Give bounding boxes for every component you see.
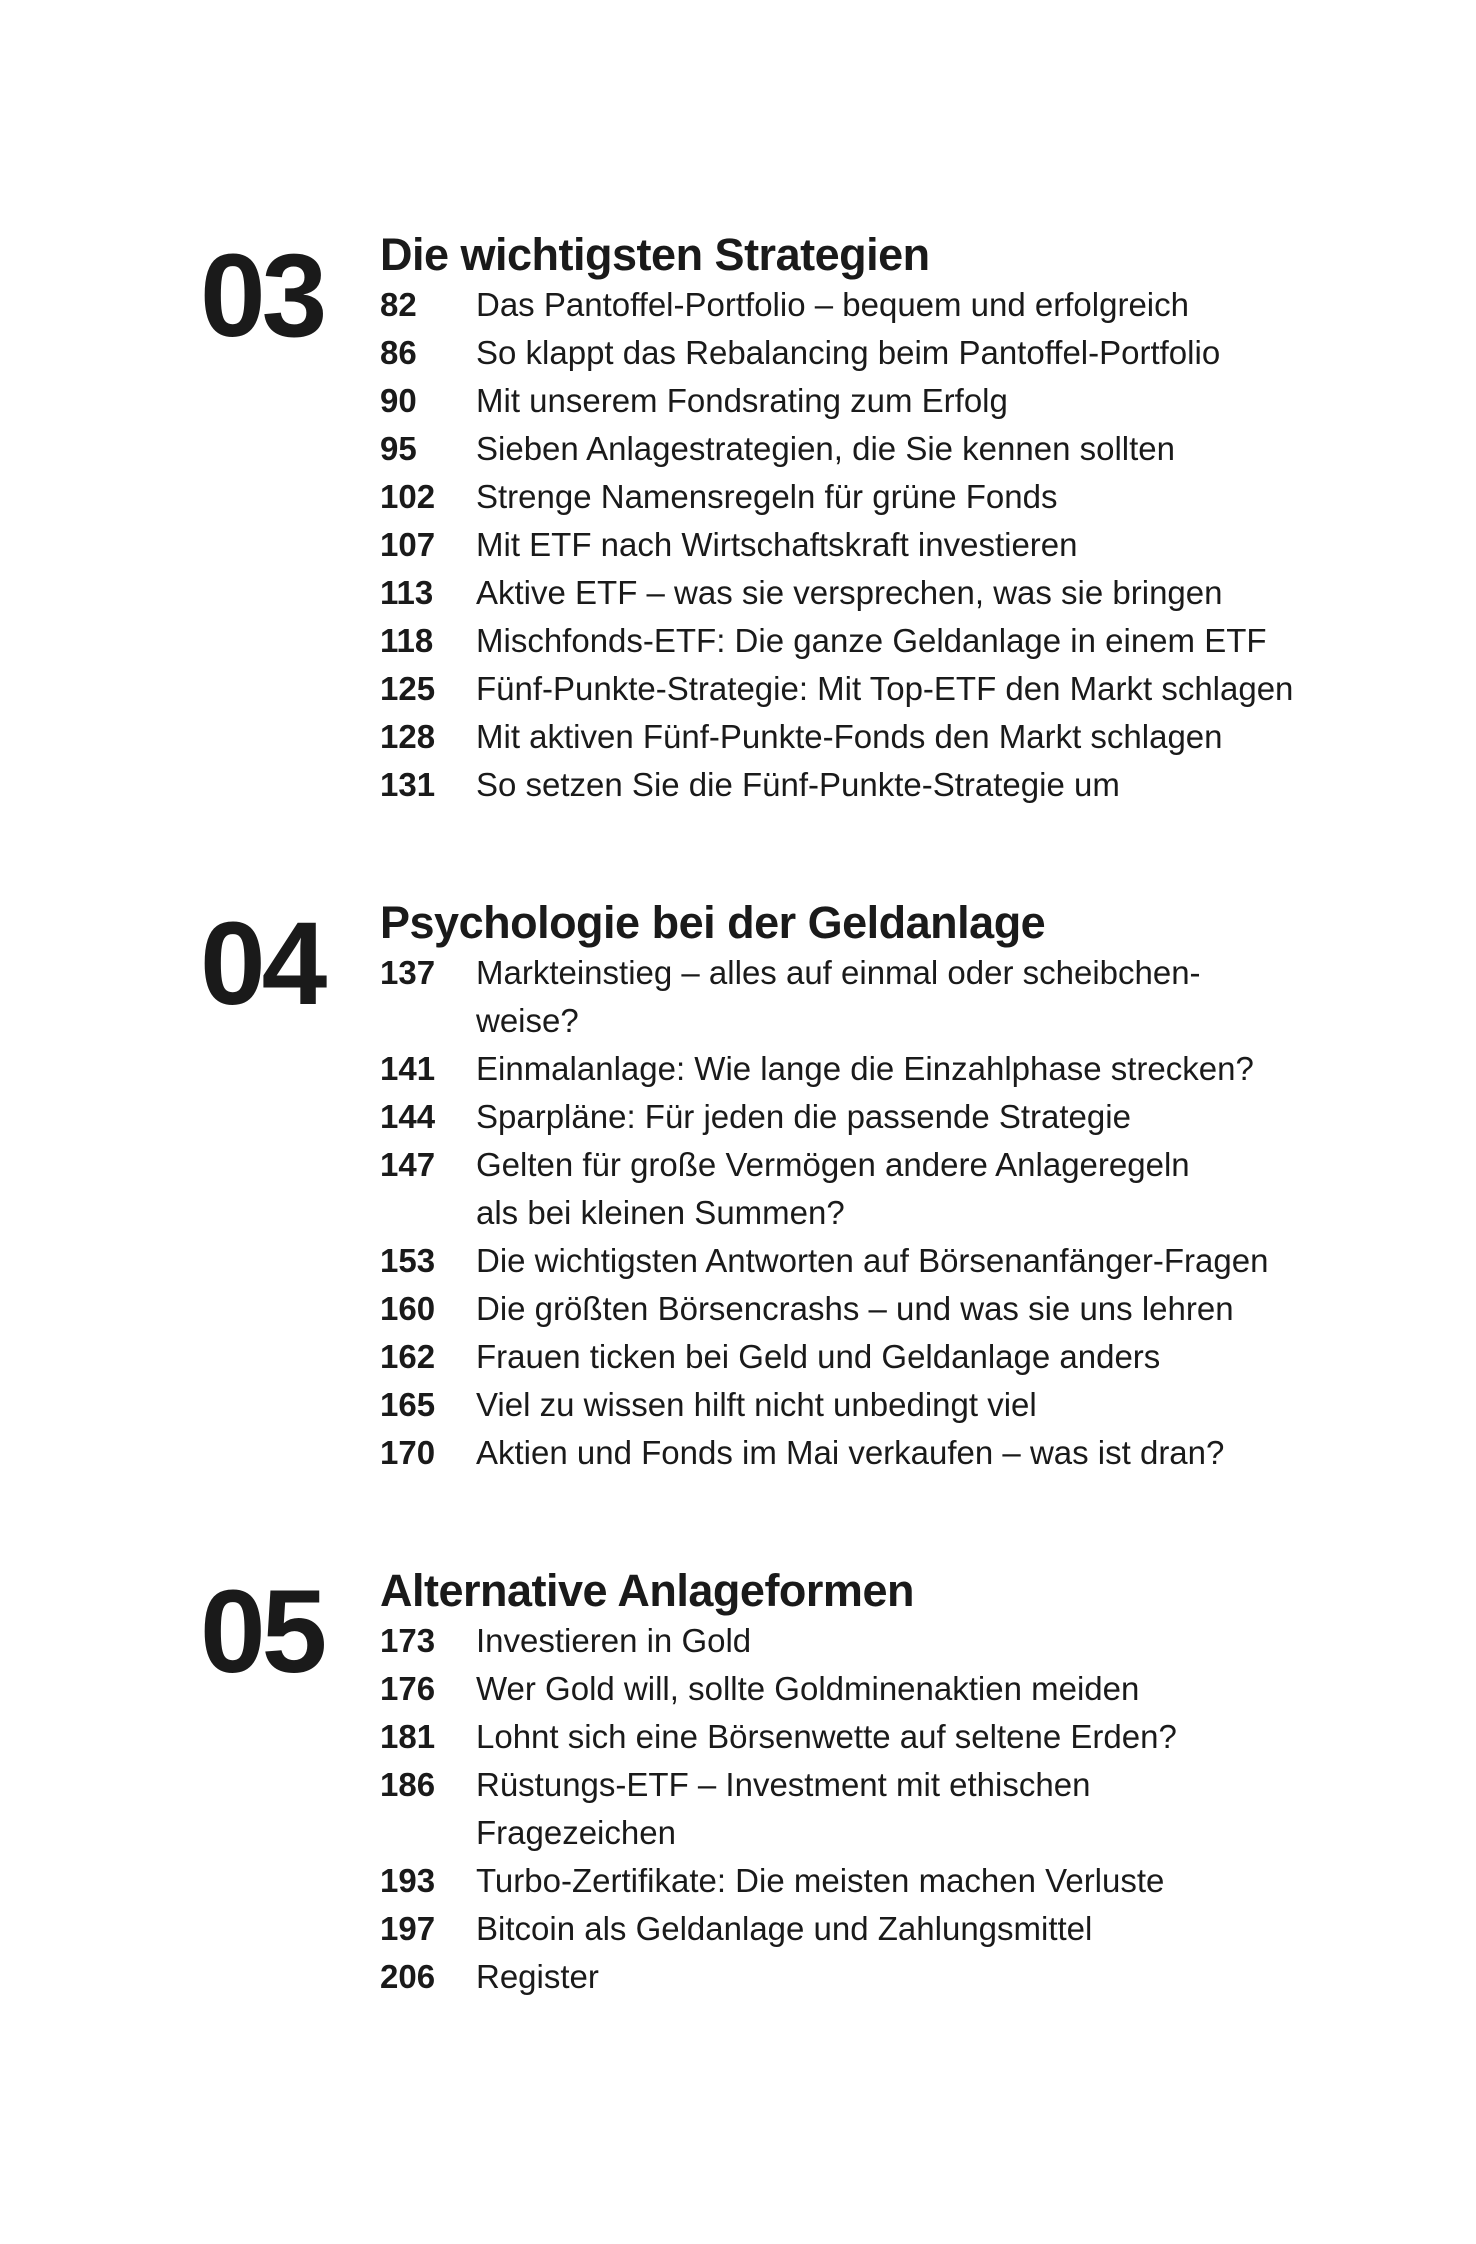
toc-entry-title [476, 1045, 1340, 1093]
toc-entry-title [476, 1905, 1340, 1953]
toc-entry-title [476, 1665, 1340, 1713]
toc-entry-page-number: 206 [380, 1958, 436, 1995]
toc-entry-page-number: 113 [380, 574, 434, 611]
toc-entry-title [476, 281, 1340, 329]
chapter-number: 04 [200, 898, 324, 1030]
toc-entry [380, 425, 1340, 473]
toc-entry-title-line: Sparpläne: Für jeden die passende Strategie [476, 1098, 1131, 1135]
toc-entry [380, 1141, 1340, 1237]
toc-entry-title [476, 569, 1340, 617]
toc-entry-title [476, 617, 1340, 665]
toc-entry-title [476, 1713, 1340, 1761]
toc-entry-title-line: Gelten für große Vermögen andere Anlageregeln [476, 1146, 1190, 1183]
toc-entry-page-number: 102 [380, 478, 436, 515]
toc-entry-page-number: 186 [380, 1766, 436, 1803]
chapter-title: Die wichtigsten Strategien [380, 229, 930, 280]
toc-entry [380, 1713, 1340, 1761]
toc-entry [380, 473, 1340, 521]
toc-entry-title-line: Aktive ETF – was sie versprechen, was sie bringen [476, 574, 1223, 611]
toc-entry [380, 1857, 1340, 1905]
toc-entry [380, 521, 1340, 569]
toc-entry-title [476, 1857, 1340, 1905]
toc-entry-title [476, 1093, 1340, 1141]
toc-entry-title-line: Aktien und Fonds im Mai verkaufen – was ist dran? [476, 1434, 1225, 1471]
toc-entry-title-line: Register [476, 1958, 599, 1995]
toc-entry-page-number: 118 [380, 622, 434, 659]
toc-entry-title [476, 1141, 1340, 1237]
toc-entry-page-number: 165 [380, 1386, 436, 1423]
toc-entry-page-number: 197 [380, 1910, 436, 1947]
toc-entry-page-number: 144 [380, 1098, 436, 1135]
toc-entry-title [476, 1237, 1340, 1285]
toc-entry-title-line: So setzen Sie die Fünf-Punkte-Strategie um [476, 766, 1120, 803]
toc-entry-title-line: So klappt das Rebalancing beim Pantoffel-Portfolio [476, 334, 1221, 371]
toc-entry-page-number: 95 [380, 430, 417, 467]
toc-entry [380, 713, 1340, 761]
toc-entry-page-number: 90 [380, 382, 417, 419]
toc-entry [380, 617, 1340, 665]
toc-entry [380, 1285, 1340, 1333]
toc-entry-page-number: 131 [380, 766, 436, 803]
toc-entry-title-line: Wer Gold will, sollte Goldminenaktien meiden [476, 1670, 1140, 1707]
toc-entry-page-number: 170 [380, 1434, 436, 1471]
toc-entry-title-line: Die wichtigsten Antworten auf Börsenanfänger-Fragen [476, 1242, 1269, 1279]
toc-entry-title [476, 713, 1340, 761]
toc-entry-title-line: Lohnt sich eine Börsenwette auf seltene Erden? [476, 1718, 1177, 1755]
toc-entry-title [476, 949, 1340, 1045]
chapter-number: 05 [200, 1566, 324, 1698]
toc-entry-page-number: 86 [380, 334, 417, 371]
toc-entry-title [476, 1617, 1340, 1665]
toc-entry-title [476, 329, 1340, 377]
toc-entry-page-number: 173 [380, 1622, 436, 1659]
toc-entry-title-line: Rüstungs-ETF – Investment mit ethischen [476, 1766, 1091, 1803]
toc-entry-title [476, 1953, 1340, 2001]
toc-entry-title-line: Strenge Namensregeln für grüne Fonds [476, 478, 1058, 515]
toc-entry-title-line: weise? [476, 1002, 579, 1039]
toc-entry-page-number: 181 [380, 1718, 436, 1755]
toc-entry [380, 569, 1340, 617]
chapter-title: Psychologie bei der Geldanlage [380, 897, 1046, 948]
toc-entry-title-line: Investieren in Gold [476, 1622, 752, 1659]
toc-entry-page-number: 162 [380, 1338, 436, 1375]
toc-entry-title [476, 521, 1340, 569]
toc-entry-title-line: Mit unserem Fondsrating zum Erfolg [476, 382, 1008, 419]
toc-entry-title [476, 1761, 1340, 1857]
toc-entry-title-line: Markteinstieg – alles auf einmal oder scheibchen- [476, 954, 1201, 991]
toc-entry [380, 281, 1340, 329]
toc-entry [380, 1333, 1340, 1381]
toc-entry [380, 949, 1340, 1045]
chapter-number: 03 [200, 230, 324, 362]
toc-entry-page-number: 137 [380, 954, 436, 991]
toc-entry-title [476, 1285, 1340, 1333]
toc-entry-page-number: 125 [380, 670, 436, 707]
toc-entry-page-number: 82 [380, 286, 417, 323]
toc-entry [380, 1237, 1340, 1285]
chapter-title: Alternative Anlageformen [380, 1565, 914, 1616]
toc-entry-title-line: Sieben Anlagestrategien, die Sie kennen sollten [476, 430, 1176, 467]
entry-list [380, 949, 1340, 1477]
toc-entry-page-number: 176 [380, 1670, 436, 1707]
toc-entry [380, 1381, 1340, 1429]
toc-entry-title [476, 377, 1340, 425]
entry-list [380, 281, 1340, 809]
toc-entry-title-line: Turbo-Zertifikate: Die meisten machen Verluste [476, 1862, 1165, 1899]
toc-entry [380, 1905, 1340, 1953]
toc-entry-page-number: 128 [380, 718, 436, 755]
chapter-body [380, 897, 1340, 1477]
toc-entry [380, 1761, 1340, 1857]
toc-entry-page-number: 153 [380, 1242, 436, 1279]
toc-entry-page-number: 160 [380, 1290, 436, 1327]
toc-entry-title [476, 761, 1340, 809]
toc-entry-title [476, 1429, 1340, 1477]
chapter-body [380, 1565, 1340, 2001]
chapter-body [380, 229, 1340, 809]
toc-entry-title-line: Die größten Börsencrashs – und was sie uns lehren [476, 1290, 1234, 1327]
toc-entry-title-line: Fragezeichen [476, 1814, 676, 1851]
toc-entry-title-line: als bei kleinen Summen? [476, 1194, 845, 1231]
toc-entry [380, 1953, 1340, 2001]
toc-entry-title-line: Frauen ticken bei Geld und Geldanlage anders [476, 1338, 1161, 1375]
toc-entry-title-line: Einmalanlage: Wie lange die Einzahlphase strecken? [476, 1050, 1254, 1087]
toc-entry-title [476, 473, 1340, 521]
toc-entry-page-number: 147 [380, 1146, 436, 1183]
toc-entry-page-number: 193 [380, 1862, 436, 1899]
toc-entry [380, 665, 1340, 713]
toc-entry-title-line: Bitcoin als Geldanlage und Zahlungsmittel [476, 1910, 1093, 1947]
toc-entry [380, 1617, 1340, 1665]
toc-entry-title-line: Fünf-Punkte-Strategie: Mit Top-ETF den Markt schlagen [476, 670, 1294, 707]
toc-entry-title-line: Das Pantoffel-Portfolio – bequem und erfolgreich [476, 286, 1189, 323]
toc-entry-title-line: Mit aktiven Fünf-Punkte-Fonds den Markt schlagen [476, 718, 1223, 755]
toc-entry-page-number: 107 [380, 526, 436, 563]
toc-entry-title-line: Viel zu wissen hilft nicht unbedingt viel [476, 1386, 1037, 1423]
toc-entry [380, 1045, 1340, 1093]
toc-entry [380, 1429, 1340, 1477]
toc-entry-title [476, 425, 1340, 473]
toc-entry-title [476, 1381, 1340, 1429]
toc-entry [380, 377, 1340, 425]
toc-entry-title [476, 1333, 1340, 1381]
entry-list [380, 1617, 1340, 2001]
toc-entry-page-number: 141 [380, 1050, 436, 1087]
toc-entry [380, 1093, 1340, 1141]
toc-entry-title-line: Mit ETF nach Wirtschaftskraft investieren [476, 526, 1078, 563]
toc-entry-title-line: Mischfonds-ETF: Die ganze Geldanlage in einem ETF [476, 622, 1267, 659]
toc-entry [380, 1665, 1340, 1713]
toc-entry [380, 761, 1340, 809]
toc-entry [380, 329, 1340, 377]
toc-entry-title [476, 665, 1340, 713]
